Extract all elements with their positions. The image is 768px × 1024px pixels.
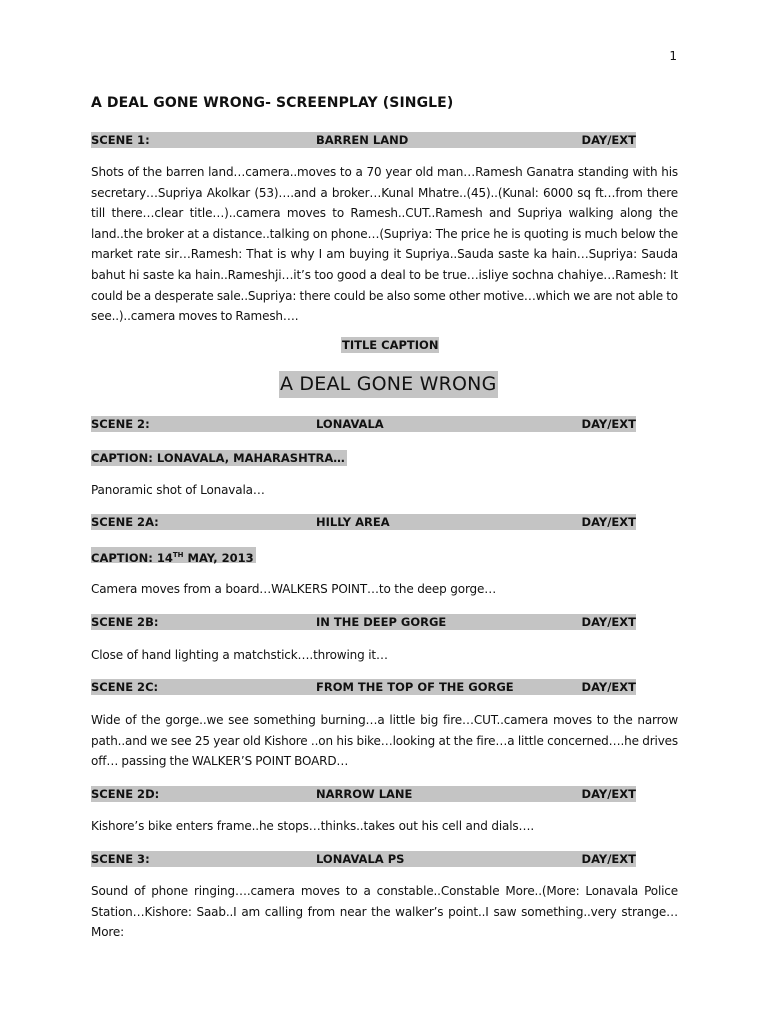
scene-2b-description: Close of hand lighting a matchstick….throwing it… xyxy=(91,648,388,662)
scene-heading-2c xyxy=(91,679,636,695)
scene-time: DAY/EXT xyxy=(581,852,636,866)
caption-date-superscript: TH xyxy=(172,551,184,559)
scene-time: DAY/EXT xyxy=(581,615,636,629)
scene-2a-description: Camera moves from a board…WALKERS POINT…to the deep gorge… xyxy=(91,582,497,596)
scene-location: BARREN LAND xyxy=(316,133,409,147)
scene-1-description: Shots of the barren land…camera..moves to a 70 year old man…Ramesh Ganatra standing with his secretary…Supriya Akolkar (53)….and a broker…Kunal Mhatre..(45)..(Kunal: 6000 sq ft…from there till there…clear title…)..camera moves to Ramesh..CUT..Ramesh and Supriya walking along the land..the broker at a distance..talking on phone…(Supriya: The price he is quoting is much below the market rate sir…Ramesh: That is why I am buying it Supriya..Sauda saste ka hain…Supriya: Sauda bahut hi saste ka hain..Rameshji…it’s too good a deal to be true…isliye sochna chahiye…Ramesh: It could be a desperate sale..Supriya: there could be also some other motive…which we are not able to see..)..camera moves to Ramesh…. xyxy=(91,165,678,324)
scene-location: FROM THE TOP OF THE GORGE xyxy=(316,680,514,694)
scene-2-description: Panoramic shot of Lonavala… xyxy=(91,483,265,497)
scene-time: DAY/EXT xyxy=(581,417,636,431)
scene-number: SCENE 2: xyxy=(91,417,150,431)
scene-3-description: Sound of phone ringing….camera moves to a constable..Constable More..(More: Lonavala Police Station…Kishore: Saab..I am calling from near the walker’s point..I saw something..very strange…More: xyxy=(91,884,678,940)
scene-time: DAY/EXT xyxy=(581,133,636,147)
page-number: 1 xyxy=(669,49,677,63)
scene-number: SCENE 3: xyxy=(91,852,150,866)
scene-time: DAY/EXT xyxy=(581,680,636,694)
caption-lonavala: CAPTION: LONAVALA, MAHARASHTRA… xyxy=(91,451,345,465)
scene-2c-description: Wide of the gorge..we see something burning…a little big fire…CUT..camera moves to the narrow path..and we see 25 year old Kishore ..on his bike…looking at the fire…a little concerned….he drives off… passing the WALKER’S POINT BOARD… xyxy=(91,713,678,769)
scene-time: DAY/EXT xyxy=(581,515,636,529)
scene-number: SCENE 1: xyxy=(91,133,150,147)
screenplay-big-title: A DEAL GONE WRONG xyxy=(279,371,498,398)
scene-number: SCENE 2A: xyxy=(91,515,159,529)
scene-number: SCENE 2D: xyxy=(91,787,160,801)
document-title: A DEAL GONE WRONG- SCREENPLAY (SINGLE) xyxy=(91,95,454,111)
scene-location: NARROW LANE xyxy=(316,787,413,801)
scene-location: LONAVALA PS xyxy=(316,852,405,866)
scene-2d-description: Kishore’s bike enters frame..he stops…thinks..takes out his cell and dials…. xyxy=(91,819,535,833)
scene-heading-2a xyxy=(91,514,636,530)
caption-date-suffix: MAY, 2013 xyxy=(183,551,254,565)
scene-heading-2b xyxy=(91,614,636,630)
caption-date-prefix: CAPTION: 14 xyxy=(91,551,173,565)
scene-location: HILLY AREA xyxy=(316,515,390,529)
caption-date xyxy=(91,547,256,563)
scene-location: IN THE DEEP GORGE xyxy=(316,615,447,629)
title-caption-label: TITLE CAPTION xyxy=(342,338,439,352)
scene-location: LONAVALA xyxy=(316,417,384,431)
scene-heading-2 xyxy=(91,416,636,432)
scene-heading-3 xyxy=(91,851,636,867)
scene-time: DAY/EXT xyxy=(581,787,636,801)
scene-number: SCENE 2B: xyxy=(91,615,159,629)
scene-heading-2d xyxy=(91,786,636,802)
scene-heading-1 xyxy=(91,132,636,148)
scene-number: SCENE 2C: xyxy=(91,680,159,694)
